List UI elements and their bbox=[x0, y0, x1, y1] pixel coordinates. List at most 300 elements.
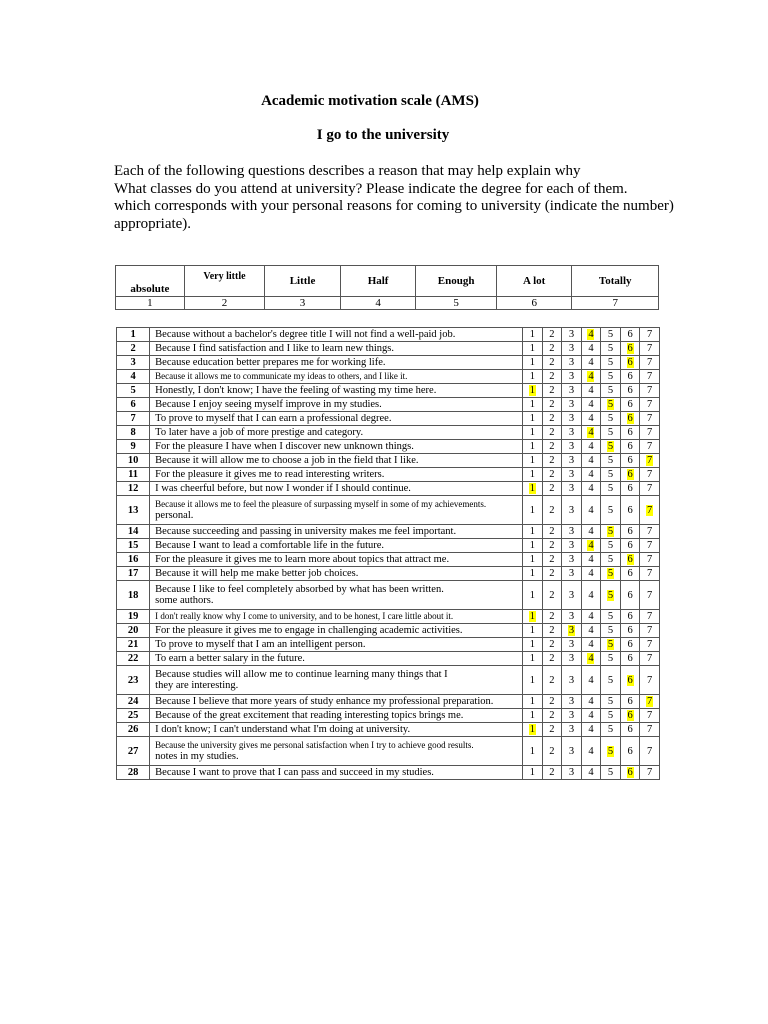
rating-option[interactable] bbox=[581, 482, 601, 496]
question-number: 11 bbox=[117, 468, 150, 482]
rating-option[interactable] bbox=[523, 723, 543, 737]
rating-option[interactable] bbox=[581, 412, 601, 426]
rating-option[interactable] bbox=[601, 737, 621, 766]
rating-option[interactable] bbox=[601, 695, 621, 709]
rating-option[interactable] bbox=[581, 370, 601, 384]
rating-option[interactable] bbox=[601, 440, 621, 454]
rating-option[interactable] bbox=[620, 454, 640, 468]
rating-option[interactable] bbox=[562, 638, 582, 652]
rating-value: 1 bbox=[529, 674, 535, 686]
question-row bbox=[117, 328, 660, 342]
rating-option[interactable] bbox=[581, 426, 601, 440]
rating-option[interactable] bbox=[523, 766, 543, 780]
question-number: 22 bbox=[117, 652, 150, 666]
rating-value: 7 bbox=[647, 357, 653, 368]
rating-value: 3 bbox=[568, 504, 575, 516]
question-row bbox=[117, 468, 660, 482]
rating-option[interactable] bbox=[620, 525, 640, 539]
rating-value: 2 bbox=[549, 441, 555, 452]
rating-option[interactable] bbox=[640, 398, 660, 412]
rating-value: 2 bbox=[549, 357, 555, 368]
question-text bbox=[150, 638, 523, 652]
rating-option[interactable] bbox=[601, 398, 621, 412]
rating-value: 3 bbox=[568, 710, 575, 721]
rating-value: 1 bbox=[529, 767, 535, 778]
rating-option[interactable] bbox=[562, 384, 582, 398]
instructions-line: Each of the following questions describes a reason that may help explain why bbox=[114, 163, 581, 179]
question-text bbox=[150, 539, 523, 553]
rating-option[interactable] bbox=[620, 356, 640, 370]
rating-option[interactable] bbox=[640, 440, 660, 454]
rating-option[interactable] bbox=[562, 328, 582, 342]
rating-option[interactable] bbox=[562, 412, 582, 426]
rating-value: 1 bbox=[529, 504, 535, 516]
question-text-line: Because education better prepares me for working life. bbox=[155, 357, 386, 368]
rating-option[interactable] bbox=[640, 454, 660, 468]
rating-selected: 6 bbox=[627, 413, 633, 424]
question-text bbox=[150, 624, 523, 638]
rating-option[interactable] bbox=[620, 468, 640, 482]
rating-option[interactable] bbox=[523, 652, 543, 666]
rating-option[interactable] bbox=[601, 610, 621, 624]
rating-option[interactable] bbox=[640, 525, 660, 539]
rating-option[interactable] bbox=[620, 440, 640, 454]
rating-option[interactable] bbox=[620, 412, 640, 426]
question-text-line: notes in my studies. bbox=[155, 751, 239, 762]
rating-option[interactable] bbox=[523, 384, 543, 398]
rating-option[interactable] bbox=[562, 766, 582, 780]
question-text-line: Because I want to prove that I can pass and succeed in my studies. bbox=[155, 767, 434, 778]
question-row bbox=[117, 398, 660, 412]
rating-option[interactable] bbox=[562, 539, 582, 553]
rating-selected: 6 bbox=[627, 469, 633, 480]
rating-option[interactable] bbox=[620, 370, 640, 384]
question-text bbox=[150, 426, 523, 440]
rating-option[interactable] bbox=[620, 384, 640, 398]
rating-option[interactable] bbox=[640, 356, 660, 370]
rating-option[interactable] bbox=[542, 567, 562, 581]
question-row bbox=[117, 412, 660, 426]
rating-option[interactable] bbox=[581, 342, 601, 356]
rating-value: 6 bbox=[627, 441, 633, 452]
rating-option[interactable] bbox=[620, 709, 640, 723]
rating-option[interactable] bbox=[523, 342, 543, 356]
question-row bbox=[117, 737, 660, 766]
rating-option[interactable] bbox=[620, 342, 640, 356]
rating-selected: 5 bbox=[607, 589, 614, 601]
rating-value: 2 bbox=[549, 483, 555, 494]
rating-selected: 5 bbox=[607, 568, 614, 579]
rating-option[interactable] bbox=[562, 581, 582, 610]
question-text-line: For the pleasure it gives me to learn more about topics that attract me. bbox=[155, 554, 450, 565]
rating-value: 6 bbox=[627, 639, 633, 650]
rating-value: 2 bbox=[549, 554, 555, 565]
rating-option[interactable] bbox=[601, 539, 621, 553]
rating-option[interactable] bbox=[620, 766, 640, 780]
rating-option[interactable] bbox=[523, 539, 543, 553]
rating-option[interactable] bbox=[601, 525, 621, 539]
rating-option[interactable] bbox=[581, 539, 601, 553]
rating-option[interactable] bbox=[620, 610, 640, 624]
rating-option[interactable] bbox=[523, 370, 543, 384]
question-number: 7 bbox=[117, 412, 150, 426]
rating-value: 4 bbox=[588, 399, 594, 410]
rating-option[interactable] bbox=[581, 638, 601, 652]
question-text-line: For the pleasure it gives me to engage in challenging academic activities. bbox=[155, 625, 463, 636]
rating-option[interactable] bbox=[581, 723, 601, 737]
rating-option[interactable] bbox=[523, 709, 543, 723]
rating-option[interactable] bbox=[542, 384, 562, 398]
rating-value: 2 bbox=[549, 724, 555, 735]
question-number: 5 bbox=[117, 384, 150, 398]
rating-option[interactable] bbox=[601, 638, 621, 652]
rating-option[interactable] bbox=[542, 412, 562, 426]
question-text bbox=[150, 384, 523, 398]
question-text-line: they are interesting. bbox=[155, 680, 239, 691]
question-number: 10 bbox=[117, 454, 150, 468]
rating-option[interactable] bbox=[542, 652, 562, 666]
rating-value: 4 bbox=[588, 674, 594, 686]
rating-option[interactable] bbox=[562, 610, 582, 624]
rating-value: 3 bbox=[568, 639, 575, 650]
rating-option[interactable] bbox=[601, 553, 621, 567]
rating-option[interactable] bbox=[523, 398, 543, 412]
rating-option[interactable] bbox=[640, 482, 660, 496]
rating-option[interactable] bbox=[542, 328, 562, 342]
rating-option[interactable] bbox=[562, 624, 582, 638]
rating-value: 4 bbox=[588, 745, 594, 757]
rating-option[interactable] bbox=[620, 398, 640, 412]
rating-option[interactable] bbox=[581, 384, 601, 398]
question-number: 15 bbox=[117, 539, 150, 553]
rating-option[interactable] bbox=[601, 384, 621, 398]
rating-option[interactable] bbox=[542, 624, 562, 638]
rating-option[interactable] bbox=[562, 468, 582, 482]
rating-option[interactable] bbox=[620, 328, 640, 342]
rating-option[interactable] bbox=[523, 553, 543, 567]
rating-option[interactable] bbox=[523, 610, 543, 624]
rating-value: 6 bbox=[627, 568, 633, 579]
rating-value: 6 bbox=[627, 504, 633, 516]
rating-value: 1 bbox=[529, 329, 535, 340]
rating-option[interactable] bbox=[542, 370, 562, 384]
question-number: 3 bbox=[117, 356, 150, 370]
rating-option[interactable] bbox=[542, 468, 562, 482]
rating-option[interactable] bbox=[620, 496, 640, 525]
question-number: 17 bbox=[117, 567, 150, 581]
rating-value: 7 bbox=[647, 568, 653, 579]
rating-option[interactable] bbox=[523, 525, 543, 539]
question-text-line: Because I find satisfaction and I like to learn new things. bbox=[155, 343, 394, 354]
rating-option[interactable] bbox=[581, 709, 601, 723]
rating-option[interactable] bbox=[542, 638, 562, 652]
rating-option[interactable] bbox=[562, 652, 582, 666]
rating-option[interactable] bbox=[620, 426, 640, 440]
rating-value: 6 bbox=[627, 724, 633, 735]
rating-value: 5 bbox=[607, 625, 614, 636]
rating-option[interactable] bbox=[562, 737, 582, 766]
rating-value: 7 bbox=[647, 427, 653, 438]
question-row bbox=[117, 482, 660, 496]
rating-option[interactable] bbox=[523, 440, 543, 454]
document-subtitle: I go to the university bbox=[316, 127, 450, 143]
rating-option[interactable] bbox=[523, 624, 543, 638]
rating-value: 7 bbox=[647, 589, 653, 601]
question-text-line: personal. bbox=[155, 510, 194, 521]
rating-selected: 7 bbox=[647, 455, 653, 466]
rating-option[interactable] bbox=[601, 426, 621, 440]
rating-option[interactable] bbox=[562, 695, 582, 709]
rating-option[interactable] bbox=[523, 737, 543, 766]
rating-option[interactable] bbox=[542, 737, 562, 766]
rating-option[interactable] bbox=[523, 581, 543, 610]
rating-option[interactable] bbox=[542, 581, 562, 610]
question-text-line: Because it will allow me to choose a job in the field that I like. bbox=[155, 455, 419, 466]
rating-option[interactable] bbox=[562, 356, 582, 370]
rating-option[interactable] bbox=[601, 581, 621, 610]
rating-option[interactable] bbox=[640, 496, 660, 525]
rating-selected: 7 bbox=[647, 504, 653, 516]
rating-option[interactable] bbox=[581, 454, 601, 468]
rating-option[interactable] bbox=[620, 737, 640, 766]
rating-option[interactable] bbox=[620, 638, 640, 652]
rating-option[interactable] bbox=[601, 328, 621, 342]
rating-option[interactable] bbox=[601, 356, 621, 370]
rating-option[interactable] bbox=[581, 398, 601, 412]
rating-option[interactable] bbox=[640, 638, 660, 652]
rating-option[interactable] bbox=[562, 666, 582, 695]
question-row bbox=[117, 426, 660, 440]
rating-option[interactable] bbox=[581, 766, 601, 780]
rating-option[interactable] bbox=[640, 412, 660, 426]
rating-value: 3 bbox=[568, 399, 575, 410]
rating-option[interactable] bbox=[640, 723, 660, 737]
rating-option[interactable] bbox=[542, 695, 562, 709]
rating-option[interactable] bbox=[640, 426, 660, 440]
rating-value: 1 bbox=[529, 469, 535, 480]
rating-option[interactable] bbox=[620, 624, 640, 638]
rating-option[interactable] bbox=[542, 426, 562, 440]
rating-option[interactable] bbox=[542, 454, 562, 468]
rating-option[interactable] bbox=[581, 737, 601, 766]
rating-option[interactable] bbox=[601, 342, 621, 356]
rating-option[interactable] bbox=[542, 766, 562, 780]
rating-option[interactable] bbox=[562, 370, 582, 384]
rating-option[interactable] bbox=[640, 652, 660, 666]
rating-option[interactable] bbox=[640, 370, 660, 384]
rating-option[interactable] bbox=[562, 723, 582, 737]
rating-value: 5 bbox=[607, 413, 614, 424]
rating-option[interactable] bbox=[601, 567, 621, 581]
question-text-line: I don't really know why I come to university, and to be honest, I care little about it. bbox=[155, 611, 454, 621]
question-text-line: Because studies will allow me to continue learning many things that I bbox=[155, 669, 448, 680]
rating-option[interactable] bbox=[542, 666, 562, 695]
rating-option[interactable] bbox=[601, 624, 621, 638]
rating-option[interactable] bbox=[562, 398, 582, 412]
rating-option[interactable] bbox=[542, 723, 562, 737]
question-text bbox=[150, 709, 523, 723]
rating-value: 2 bbox=[549, 568, 555, 579]
rating-option[interactable] bbox=[581, 440, 601, 454]
scale-legend-table bbox=[115, 265, 659, 310]
rating-option[interactable] bbox=[562, 709, 582, 723]
rating-option[interactable] bbox=[542, 539, 562, 553]
rating-option[interactable] bbox=[601, 666, 621, 695]
rating-option[interactable] bbox=[620, 539, 640, 553]
rating-value: 5 bbox=[607, 653, 614, 664]
rating-option[interactable] bbox=[601, 454, 621, 468]
rating-option[interactable] bbox=[581, 356, 601, 370]
question-text bbox=[150, 342, 523, 356]
rating-option[interactable] bbox=[523, 567, 543, 581]
rating-value: 5 bbox=[607, 469, 614, 480]
rating-option[interactable] bbox=[581, 567, 601, 581]
rating-value: 1 bbox=[529, 745, 535, 757]
rating-option[interactable] bbox=[581, 610, 601, 624]
rating-option[interactable] bbox=[542, 553, 562, 567]
rating-value: 3 bbox=[568, 767, 575, 778]
rating-value: 4 bbox=[588, 625, 594, 636]
rating-option[interactable] bbox=[542, 496, 562, 525]
rating-option[interactable] bbox=[640, 709, 660, 723]
rating-option[interactable] bbox=[523, 356, 543, 370]
rating-option[interactable] bbox=[620, 652, 640, 666]
rating-option[interactable] bbox=[523, 426, 543, 440]
rating-value: 6 bbox=[627, 329, 633, 340]
rating-option[interactable] bbox=[542, 398, 562, 412]
rating-value: 3 bbox=[568, 371, 575, 382]
rating-option[interactable] bbox=[581, 553, 601, 567]
rating-value: 5 bbox=[607, 371, 614, 382]
rating-option[interactable] bbox=[620, 581, 640, 610]
rating-option[interactable] bbox=[523, 412, 543, 426]
question-number: 13 bbox=[117, 496, 150, 525]
rating-option[interactable] bbox=[620, 567, 640, 581]
rating-option[interactable] bbox=[640, 342, 660, 356]
rating-option[interactable] bbox=[581, 624, 601, 638]
question-row bbox=[117, 624, 660, 638]
rating-option[interactable] bbox=[562, 525, 582, 539]
rating-option[interactable] bbox=[620, 723, 640, 737]
rating-option[interactable] bbox=[523, 496, 543, 525]
scale-number: 2 bbox=[184, 297, 264, 310]
rating-option[interactable] bbox=[542, 440, 562, 454]
rating-value: 7 bbox=[647, 625, 653, 636]
rating-option[interactable] bbox=[542, 356, 562, 370]
rating-option[interactable] bbox=[542, 709, 562, 723]
rating-value: 2 bbox=[549, 639, 555, 650]
rating-option[interactable] bbox=[523, 638, 543, 652]
rating-option[interactable] bbox=[601, 723, 621, 737]
rating-value: 2 bbox=[549, 540, 555, 551]
rating-option[interactable] bbox=[562, 440, 582, 454]
question-number: 19 bbox=[117, 610, 150, 624]
rating-option[interactable] bbox=[640, 581, 660, 610]
rating-option[interactable] bbox=[581, 581, 601, 610]
rating-option[interactable] bbox=[562, 496, 582, 525]
rating-option[interactable] bbox=[620, 553, 640, 567]
rating-option[interactable] bbox=[562, 482, 582, 496]
rating-option[interactable] bbox=[640, 328, 660, 342]
rating-option[interactable] bbox=[542, 482, 562, 496]
rating-value: 5 bbox=[607, 540, 614, 551]
rating-option[interactable] bbox=[640, 695, 660, 709]
rating-option[interactable] bbox=[640, 737, 660, 766]
question-row bbox=[117, 525, 660, 539]
rating-value: 4 bbox=[588, 441, 594, 452]
rating-option[interactable] bbox=[601, 496, 621, 525]
rating-value: 1 bbox=[529, 343, 535, 354]
question-text-line: I don't know; I can't understand what I'm doing at university. bbox=[155, 724, 411, 735]
rating-option[interactable] bbox=[581, 666, 601, 695]
rating-option[interactable] bbox=[523, 454, 543, 468]
rating-value: 3 bbox=[568, 357, 575, 368]
rating-option[interactable] bbox=[523, 695, 543, 709]
rating-option[interactable] bbox=[542, 610, 562, 624]
rating-option[interactable] bbox=[542, 525, 562, 539]
rating-option[interactable] bbox=[523, 666, 543, 695]
rating-value: 3 bbox=[568, 674, 575, 686]
rating-option[interactable] bbox=[601, 652, 621, 666]
rating-selected: 4 bbox=[588, 653, 594, 664]
rating-option[interactable] bbox=[523, 468, 543, 482]
rating-option[interactable] bbox=[640, 666, 660, 695]
rating-value: 5 bbox=[607, 483, 614, 494]
rating-option[interactable] bbox=[620, 695, 640, 709]
rating-option[interactable] bbox=[562, 567, 582, 581]
rating-value: 4 bbox=[588, 589, 594, 601]
rating-option[interactable] bbox=[601, 468, 621, 482]
scale-number: 3 bbox=[265, 297, 341, 310]
rating-selected: 5 bbox=[607, 441, 614, 452]
rating-option[interactable] bbox=[523, 328, 543, 342]
rating-option[interactable] bbox=[562, 426, 582, 440]
rating-selected: 6 bbox=[627, 343, 633, 354]
rating-option[interactable] bbox=[581, 468, 601, 482]
rating-option[interactable] bbox=[601, 370, 621, 384]
rating-option[interactable] bbox=[601, 709, 621, 723]
rating-option[interactable] bbox=[523, 482, 543, 496]
rating-option[interactable] bbox=[620, 482, 640, 496]
rating-value: 7 bbox=[647, 399, 653, 410]
rating-option[interactable] bbox=[640, 384, 660, 398]
rating-option[interactable] bbox=[562, 454, 582, 468]
rating-option[interactable] bbox=[562, 553, 582, 567]
rating-value: 5 bbox=[607, 455, 614, 466]
rating-option[interactable] bbox=[640, 567, 660, 581]
rating-option[interactable] bbox=[640, 766, 660, 780]
rating-value: 3 bbox=[568, 554, 575, 565]
rating-option[interactable] bbox=[601, 412, 621, 426]
rating-option[interactable] bbox=[581, 328, 601, 342]
rating-option[interactable] bbox=[581, 496, 601, 525]
rating-option[interactable] bbox=[640, 539, 660, 553]
rating-option[interactable] bbox=[581, 525, 601, 539]
rating-option[interactable] bbox=[562, 342, 582, 356]
rating-option[interactable] bbox=[640, 610, 660, 624]
rating-option[interactable] bbox=[640, 468, 660, 482]
rating-option[interactable] bbox=[640, 553, 660, 567]
rating-option[interactable] bbox=[620, 666, 640, 695]
rating-option[interactable] bbox=[601, 766, 621, 780]
question-number: 4 bbox=[117, 370, 150, 384]
rating-option[interactable] bbox=[581, 695, 601, 709]
rating-option[interactable] bbox=[581, 652, 601, 666]
rating-option[interactable] bbox=[640, 624, 660, 638]
rating-value: 4 bbox=[588, 611, 594, 622]
rating-option[interactable] bbox=[542, 342, 562, 356]
rating-option[interactable] bbox=[601, 482, 621, 496]
